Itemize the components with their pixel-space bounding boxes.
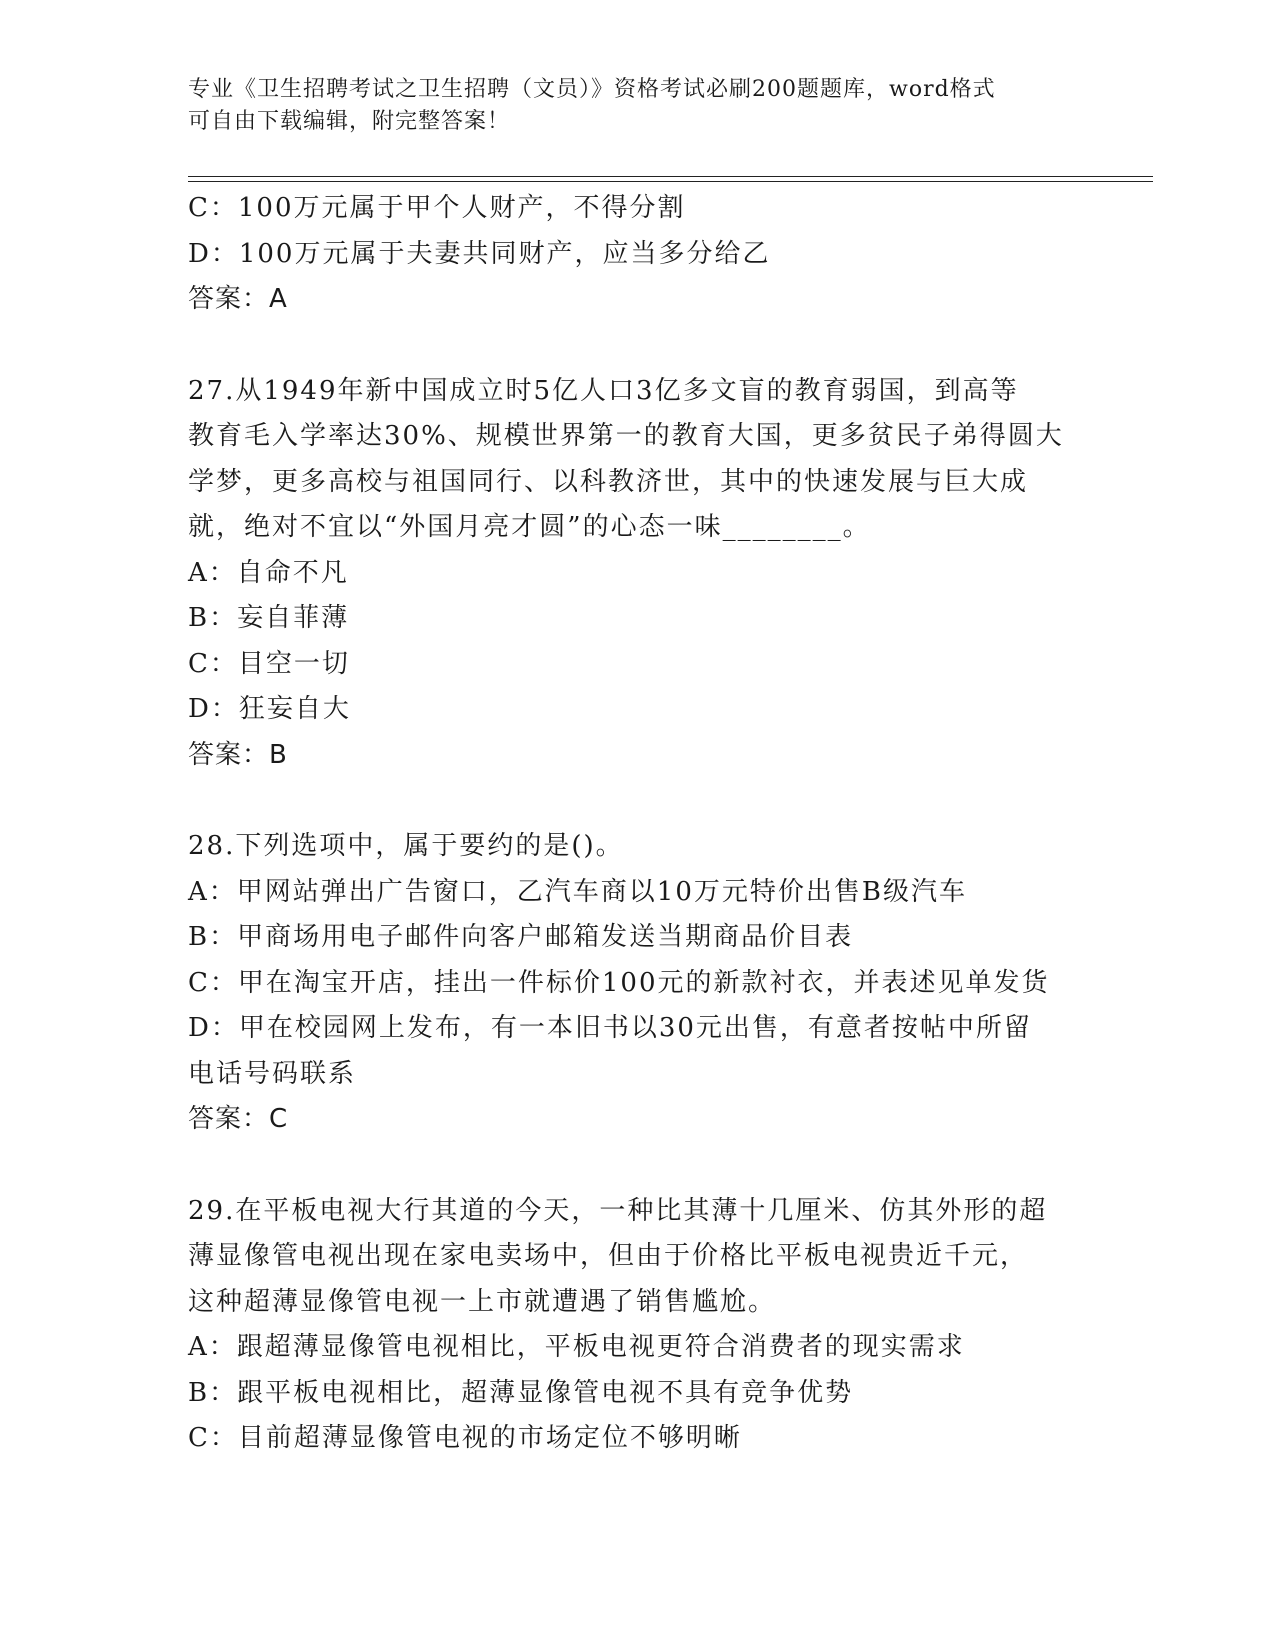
answer-line: 答案：A [188, 284, 288, 314]
option-b: B：跟平板电视相比，超薄显像管电视不具有竞争优势 [188, 1377, 854, 1408]
document-header [188, 74, 1068, 138]
question-spacer [188, 778, 1088, 824]
question-spacer [188, 1143, 1088, 1189]
question-stem-line: 这种超薄显像管电视一上市就遭遇了销售尴尬。 [188, 1286, 777, 1317]
option-a: A：跟超薄显像管电视相比，平板电视更符合消费者的现实需求 [188, 1332, 965, 1362]
question-stem-line: 薄显像管电视出现在家电卖场中，但由于价格比平板电视贵近千元， [188, 1241, 1029, 1271]
question-stem-line: 学梦，更多高校与祖国同行、以科教济世，其中的快速发展与巨大成 [188, 466, 1029, 497]
question-list [188, 186, 1088, 1462]
option-c: C：目空一切 [188, 648, 350, 679]
option-b: B：妄自菲薄 [188, 603, 350, 633]
question-26 [188, 186, 1088, 323]
question-29 [188, 1189, 1088, 1462]
answer-line: 答案：C [188, 1104, 289, 1134]
question-stem-line: 教育毛入学率达30%、规模世界第一的教育大国，更多贫民子弟得圆大 [188, 421, 1064, 451]
option-c: C：100万元属于甲个人财产，不得分割 [188, 193, 686, 223]
option-a: A：甲网站弹出广告窗口，乙汽车商以10万元特价出售B级汽车 [188, 876, 967, 907]
option-d: D：甲在校园网上发布，有一本旧书以30元出售，有意者按帖中所留 [188, 1013, 1032, 1043]
option-d: D：狂妄自大 [188, 694, 351, 724]
header-title-line-2: 可自由下载编辑，附完整答案！ [188, 109, 511, 134]
option-c: C：甲在淘宝开店，挂出一件标价100元的新款衬衣，并表述见单发货 [188, 967, 1050, 998]
option-d: D：100万元属于夫妻共同财产，应当多分给乙 [188, 238, 771, 269]
question-stem-line: 28.下列选项中，属于要约的是()。 [188, 831, 624, 861]
option-b: B：甲商场用电子邮件向客户邮箱发送当期商品价目表 [188, 922, 854, 952]
option-d-continued: 电话号码联系 [188, 1058, 357, 1089]
answer-line: 答案：B [188, 739, 288, 770]
header-rule-top [188, 176, 1153, 177]
option-c: C：目前超薄显像管电视的市场定位不够明晰 [188, 1423, 742, 1453]
option-a: A：自命不凡 [188, 557, 349, 588]
question-stem-line: 就，绝对不宜以“外国月亮才圆”的心态一味________。 [188, 512, 871, 542]
header-title-line-1: 专业《卫生招聘考试之卫生招聘（文员）》资格考试必刷200题题库，word格式 [188, 77, 996, 102]
question-stem-line: 27.从1949年新中国成立时5亿人口3亿多文盲的教育弱国，到高等 [188, 375, 1019, 406]
header-rule-bottom [188, 181, 1153, 182]
question-stem-line: 29.在平板电视大行其道的今天，一种比其薄十几厘米、仿其外形的超 [188, 1195, 1048, 1226]
question-27 [188, 369, 1088, 779]
question-spacer [188, 323, 1088, 369]
question-28 [188, 824, 1088, 1143]
